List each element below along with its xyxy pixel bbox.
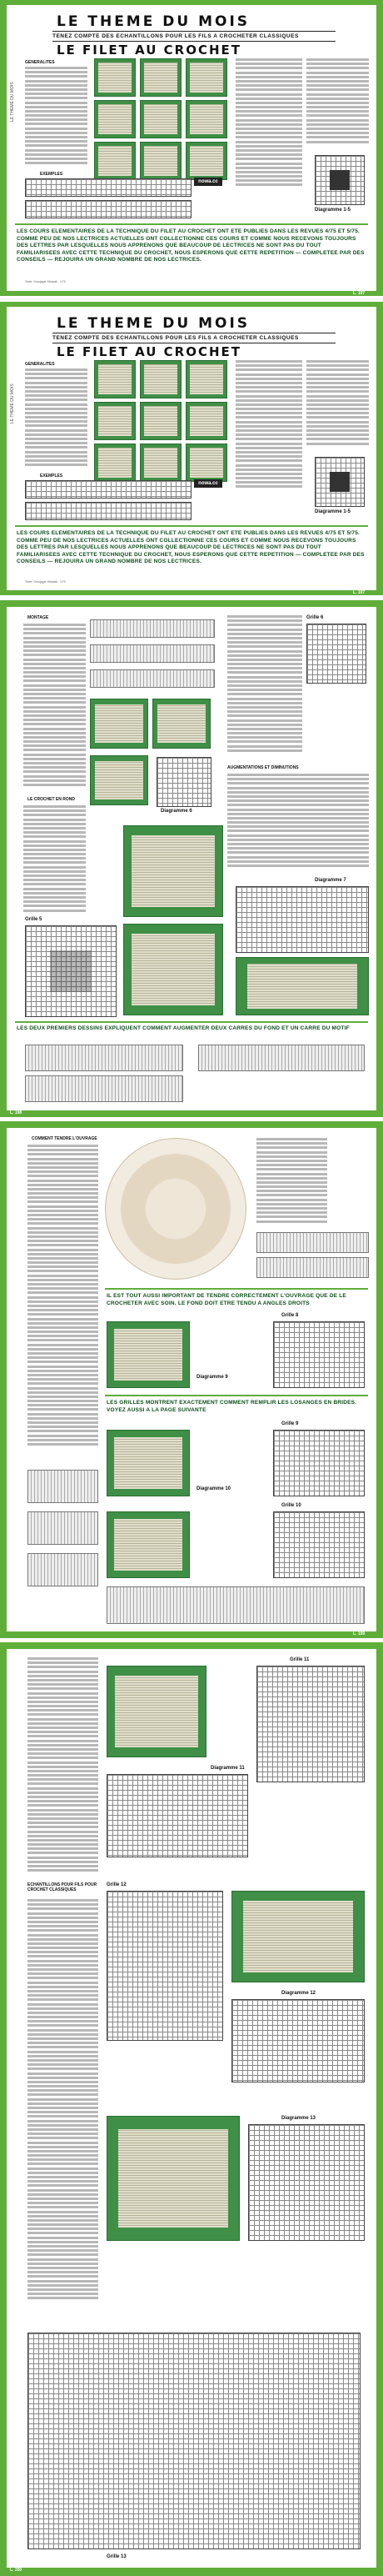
- sample-photo: [186, 444, 227, 482]
- diagram-motif: [330, 170, 350, 190]
- crochet-diagram: [107, 1774, 248, 1857]
- banner-rule: [15, 223, 368, 225]
- banner-rule: [105, 1288, 368, 1290]
- sample-photo: [186, 360, 227, 398]
- sample-photo: [152, 699, 211, 749]
- sample-photo: [107, 1511, 190, 1578]
- text-column: [306, 360, 369, 452]
- step-illustration: [27, 1470, 98, 1503]
- grid-caption: Grille 12: [107, 1882, 127, 1887]
- sample-photo: [107, 1430, 190, 1496]
- text-column: [25, 67, 87, 167]
- crochet-grid: [273, 1511, 365, 1578]
- text-column: [236, 58, 302, 192]
- side-label: LE THEME DU MOIS: [10, 82, 15, 122]
- step-illustration: [90, 644, 215, 663]
- site-logo: nowa.cc: [194, 479, 222, 488]
- main-title: LE FILET AU CROCHET: [57, 43, 242, 58]
- diagram-caption: Diagramme 1-5: [315, 509, 351, 514]
- section-heading: AUGMENTATIONS ET DIMINUTIONS: [227, 765, 299, 770]
- sample-photo: [107, 2116, 240, 2241]
- intro-banner: LES COURS ELEMENTAIRES DE LA TECHNIQUE DU FILET AU CROCHET ONT ETE PUBLIES DANS LES REVUES 4/75 ET 5/75. COMME PEU DE NOS LECTRICES ACTUELLES ONT COLLECTIONNE CES COURS ET COMME NOUS RECEVONS TOUJOURS DES LETTRES PAR LESQUELLES NOUS APPRENONS QUE BEAUCOUP DE LECTRICES NE SONT PAS DU TOUT FAMILIARISEES AVEC CETTE TECHNIQUE DU CROCHET, NOUS ESPERONS QUE CETTE REPETITION — COMPLETEE PAR DES CONSEILS — REJOUIRA UN GRAND NOMBRE DE NOS LECTRICES.: [17, 228, 365, 263]
- page-2-content: [7, 307, 376, 590]
- page-number: L. 197: [353, 291, 366, 296]
- page-1-content: [7, 5, 376, 291]
- sample-photo: [140, 142, 182, 180]
- crochet-diagram: [236, 886, 369, 953]
- crochet-grid: [256, 1666, 365, 1782]
- sample-photo: [186, 100, 227, 138]
- text-column: [256, 1138, 327, 1230]
- sample-photo: [90, 699, 148, 749]
- grid-caption: Grille 5: [25, 917, 42, 922]
- side-label: LE THEME DU MOIS: [10, 383, 15, 423]
- sample-photo: [94, 402, 136, 440]
- section-banner: LES DEUX PREMIERS DESSINS EXPLIQUENT COMMENT AUGMENTER DEUX CARRES DU FOND ET UN CARRE DU MOTIF: [17, 1025, 350, 1031]
- sample-photo: [94, 360, 136, 398]
- example-grid: [25, 480, 192, 499]
- text-column: [227, 615, 302, 757]
- grid-caption: Grille 13: [107, 2554, 127, 2559]
- text-column: [306, 58, 369, 150]
- header-rule: [52, 41, 336, 42]
- step-illustration: [25, 1045, 183, 1071]
- step-illustration: [90, 669, 215, 688]
- step-illustration: [27, 1553, 98, 1586]
- banner-rule: [105, 1395, 368, 1396]
- text-column: [236, 360, 302, 494]
- sample-photo: [140, 402, 182, 440]
- sample-photo: [94, 444, 136, 482]
- magazine-page-1: [0, 0, 383, 296]
- section-heading: LE CROCHET EN ROND: [27, 797, 75, 802]
- sample-photo: [94, 100, 136, 138]
- diagram-caption: Diagramme 10: [196, 1486, 231, 1491]
- sample-photo: [123, 924, 223, 1015]
- section-heading: EXEMPLES: [40, 172, 63, 177]
- sample-photo: [186, 402, 227, 440]
- header-subtitle: TENEZ COMPTE DES ECHANTILLONS POUR LES FILS A CROCHETER CLASSIQUES: [52, 33, 299, 39]
- sample-photo: [94, 142, 136, 180]
- text-column: [27, 1145, 98, 1461]
- sample-photo: [231, 1891, 365, 1982]
- main-title: LE FILET AU CROCHET: [57, 344, 242, 359]
- banner-rule: [15, 525, 368, 527]
- text-column: [23, 805, 86, 914]
- magazine-page-3: [0, 600, 383, 1117]
- sample-photo: [186, 58, 227, 97]
- step-illustration: [198, 1045, 365, 1071]
- crochet-grid: [273, 1430, 365, 1496]
- sample-photo: [140, 444, 182, 482]
- diagram-caption: Diagramme 9: [196, 1375, 228, 1380]
- crochet-diagram: [248, 2124, 365, 2241]
- step-illustration: [90, 619, 215, 638]
- sample-photo: [90, 755, 148, 805]
- theme-title: LE THEME DU MOIS: [57, 315, 251, 332]
- magazine-page-4: [0, 1121, 383, 1638]
- diagram-caption: Diagramme 7: [315, 878, 346, 883]
- footer-credit: Texte: Grosjager-Hildwall - 1/70: [25, 280, 66, 283]
- magazine-page-5: [0, 1642, 383, 2576]
- section-heading: GENERALITES: [25, 362, 55, 367]
- section-heading: EXEMPLES: [40, 474, 63, 479]
- example-grid: [25, 200, 192, 218]
- step-illustration: [256, 1232, 369, 1253]
- section-banner: IL EST TOUT AUSSI IMPORTANT DE TENDRE CORRECTEMENT L'OUVRAGE QUE DE LE CROCHETER AVEC SOIN. LE FOND DOIT ETRE TENDU A ANGLES DROITS: [107, 1293, 346, 1306]
- page-5-content: [7, 1649, 376, 2568]
- grid-caption: Grille 6: [306, 615, 324, 620]
- magazine-page-2: [0, 302, 383, 595]
- sample-photo: [94, 58, 136, 97]
- step-illustration: [256, 1257, 369, 1278]
- header-subtitle: TENEZ COMPTE DES ECHANTILLONS POUR LES FILS A CROCHETER CLASSIQUES: [52, 335, 299, 341]
- banner-rule: [15, 1021, 368, 1023]
- text-column: [27, 1899, 98, 2316]
- sample-photo: [236, 957, 369, 1015]
- grid-caption: Grille 8: [281, 1313, 299, 1318]
- footer-credit: Texte: Grosjager-Hildwall - 1/70: [25, 580, 66, 584]
- sample-photo: [186, 142, 227, 180]
- text-column: [25, 368, 87, 469]
- site-logo: nowa.cc: [194, 178, 222, 186]
- crochet-grid: [273, 1321, 365, 1388]
- sample-photo: [107, 1321, 190, 1388]
- crochet-grid: [27, 2333, 361, 2549]
- page-number: L. 199: [353, 1631, 366, 1636]
- section-heading: GENERALITES: [25, 60, 55, 65]
- section-heading: MONTAGE: [27, 615, 49, 620]
- grid-caption: Grille 10: [281, 1503, 301, 1508]
- doily-photo: [105, 1138, 246, 1280]
- sample-photo: [140, 360, 182, 398]
- section-banner: LES GRILLES MONTRENT EXACTEMENT COMMENT REMPLIR LES LOSANGES EN BRIDES. VOYEZ AUSSI A LA PAGE SUIVANTE: [107, 1400, 357, 1413]
- example-grid: [25, 178, 192, 197]
- diagram-caption: Diagramme 13: [281, 2116, 316, 2121]
- step-illustration: [25, 1075, 183, 1102]
- sample-photo: [140, 58, 182, 97]
- step-illustration: [27, 1511, 98, 1545]
- page-4-content: [7, 1128, 376, 1631]
- theme-title: LE THEME DU MOIS: [57, 13, 251, 30]
- grid-caption: Grille 9: [281, 1421, 299, 1426]
- section-heading: COMMENT TENDRE L'OUVRAGE: [32, 1136, 97, 1141]
- page-number: L. 200: [10, 2568, 22, 2573]
- example-grid: [25, 502, 192, 520]
- diagram-motif: [330, 472, 350, 492]
- crochet-diagram: [157, 757, 211, 807]
- section-heading: ECHANTILLONS POUR FILS POUR CROCHET CLASSIQUES: [27, 1882, 97, 1892]
- text-column: [23, 624, 86, 790]
- sample-photo: [107, 1666, 206, 1757]
- page-number: L. 197: [353, 590, 366, 595]
- crochet-grid: [306, 624, 366, 684]
- crochet-grid: [107, 1891, 223, 2041]
- header-rule: [52, 31, 336, 32]
- diagram-caption: Diagramme 12: [281, 1991, 316, 1996]
- diagram-caption: Diagramme 1-5: [315, 208, 351, 213]
- diagram-caption: Diagramme 11: [211, 1766, 245, 1771]
- crochet-diagram: [231, 1999, 365, 2082]
- page-3-content: [7, 607, 376, 1110]
- grid-motif: [50, 950, 92, 992]
- step-illustration: [107, 1586, 365, 1624]
- sample-photo: [140, 100, 182, 138]
- grid-caption: Grille 11: [290, 1657, 310, 1662]
- intro-banner: LES COURS ELEMENTAIRES DE LA TECHNIQUE DU FILET AU CROCHET ONT ETE PUBLIES DANS LES REVUES 4/75 ET 5/75. COMME PEU DE NOS LECTRICES ACTUELLES ONT COLLECTIONNE CES COURS ET COMME NOUS RECEVONS TOUJOURS DES LETTRES PAR LESQUELLES NOUS APPRENONS QUE BEAUCOUP DE LECTRICES NE SONT PAS DU TOUT FAMILIARISEES AVEC CETTE TECHNIQUE DU CROCHET, NOUS ESPERONS QUE CETTE REPETITION — COMPLETEE PAR DES CONSEILS — REJOUIRA UN GRAND NOMBRE DE NOS LECTRICES.: [17, 530, 365, 564]
- text-column: [227, 774, 369, 874]
- diagram-caption: Diagramme 6: [161, 809, 192, 814]
- text-column: [27, 1657, 98, 1874]
- sample-photo: [123, 825, 223, 917]
- page-number: L. 198: [10, 1110, 22, 1115]
